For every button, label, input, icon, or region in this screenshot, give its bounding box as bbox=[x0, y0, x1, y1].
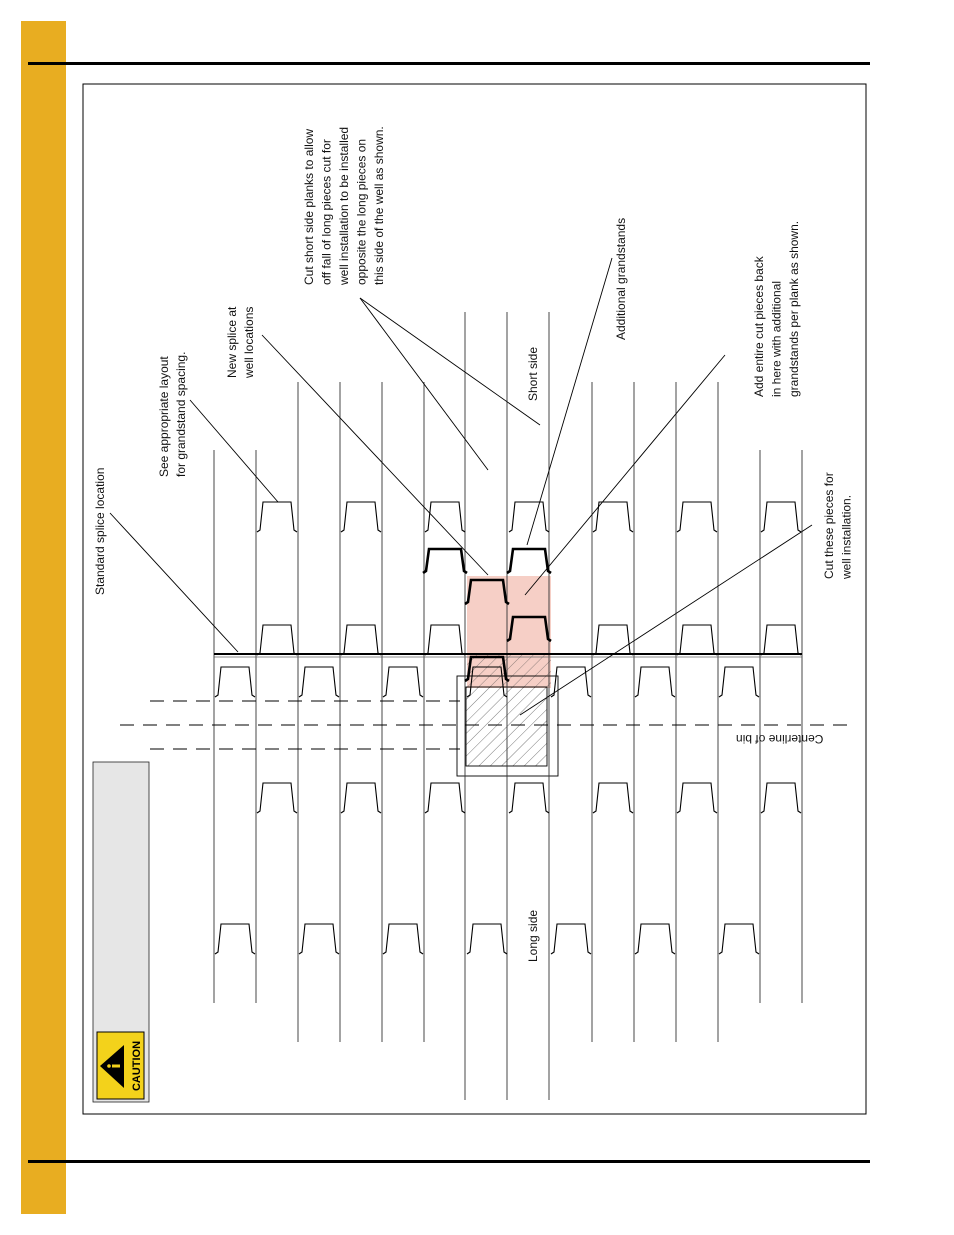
label-cut-these: Cut these pieces for well installation. bbox=[822, 472, 854, 579]
label-add-cut-pieces: Add entire cut pieces back in here with additional grandstands per plank as shown. bbox=[752, 220, 801, 397]
label-long-side: Long side bbox=[526, 909, 540, 962]
well-cut-pieces bbox=[466, 687, 547, 766]
leader-line bbox=[520, 525, 812, 715]
grandstand bbox=[299, 924, 339, 954]
grandstand bbox=[257, 783, 297, 813]
grandstand bbox=[215, 924, 255, 954]
grandstand bbox=[677, 783, 717, 813]
leader-line bbox=[525, 355, 725, 595]
grandstand bbox=[551, 924, 591, 954]
leader-line bbox=[110, 513, 238, 652]
grandstand bbox=[341, 783, 381, 813]
label-standard-splice: Standard splice location bbox=[93, 467, 107, 595]
additional-grandstand bbox=[423, 549, 467, 573]
grandstand bbox=[383, 924, 423, 954]
grandstand bbox=[719, 667, 759, 697]
grandstand bbox=[761, 625, 801, 655]
grandstand bbox=[509, 502, 549, 532]
grandstand bbox=[257, 625, 297, 655]
grandstand bbox=[761, 783, 801, 813]
leader-line bbox=[190, 400, 278, 502]
caution-label: CAUTION bbox=[131, 1040, 143, 1092]
grandstand bbox=[383, 667, 423, 697]
label-centerline: Centerline of bin bbox=[736, 732, 824, 746]
grandstand bbox=[257, 502, 297, 532]
grandstand bbox=[299, 667, 339, 697]
grandstand bbox=[341, 502, 381, 532]
caution-box bbox=[93, 762, 149, 1102]
label-new-splice: New splice at well locations bbox=[225, 306, 256, 378]
grandstand bbox=[635, 667, 675, 697]
label-additional-grandstands: Additional grandstands bbox=[614, 217, 628, 340]
grandstand bbox=[635, 924, 675, 954]
cut-hatch-upper bbox=[467, 655, 551, 688]
additional-grandstand bbox=[507, 549, 551, 573]
grandstand bbox=[593, 625, 633, 655]
label-short-side: Short side bbox=[526, 346, 540, 401]
grandstand bbox=[341, 625, 381, 655]
grandstand bbox=[425, 502, 465, 532]
grandstand bbox=[719, 924, 759, 954]
grandstand bbox=[215, 667, 255, 697]
grandstand bbox=[677, 625, 717, 655]
grandstand bbox=[425, 625, 465, 655]
label-cut-short-side: Cut short side planks to allow off fall of long pieces cut for well installation to be installed opposite the long pieces on this side of the well as shown. bbox=[302, 126, 386, 285]
grandstand bbox=[509, 783, 549, 813]
grandstand bbox=[425, 783, 465, 813]
grandstand bbox=[677, 502, 717, 532]
leader-line bbox=[360, 298, 540, 425]
grandstand bbox=[593, 783, 633, 813]
grandstand bbox=[761, 502, 801, 532]
label-grandstand-spacing: See appropriate layout for grandstand spacing. bbox=[157, 351, 188, 477]
grandstand bbox=[467, 924, 507, 954]
leader-line bbox=[262, 335, 488, 575]
